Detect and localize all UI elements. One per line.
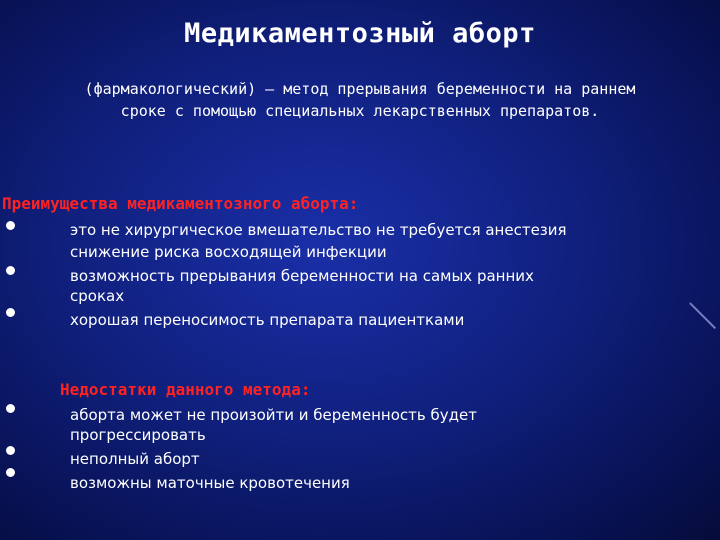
bullet-icon <box>6 446 15 455</box>
advantage-item: это не хирургическое вмешательство не требуется анестезия <box>70 221 567 239</box>
bullet-icon <box>6 266 15 275</box>
decorative-line <box>689 302 716 329</box>
disadvantages-heading: Недостатки данного метода: <box>60 380 311 399</box>
slide-title: Медикаментозный аборт <box>184 18 536 49</box>
bullet-icon <box>6 468 15 477</box>
advantages-heading: Преимущества медикаментозного аборта: <box>2 194 359 213</box>
disadvantage-item: возможны маточные кровотечения <box>70 474 350 492</box>
disadvantage-item: неполный аборт <box>70 450 200 468</box>
bullet-icon <box>6 404 15 413</box>
advantage-item: возможность прерывания беременности на самых ранних <box>70 267 534 285</box>
advantage-item: сроках <box>70 287 125 305</box>
advantage-item: хорошая переносимость препарата пациентками <box>70 311 465 329</box>
bullet-icon <box>6 308 15 317</box>
slide-subtitle: (фармакологический) – метод прерывания беременности на раннем сроке с помощью специальных лекарственных препаратов. <box>84 80 636 120</box>
disadvantage-item: аборта может не произойти и беременность будет <box>70 406 477 424</box>
bullet-icon <box>6 221 15 230</box>
advantage-item: снижение риска восходящей инфекции <box>70 243 387 261</box>
disadvantage-item: прогрессировать <box>70 426 206 444</box>
